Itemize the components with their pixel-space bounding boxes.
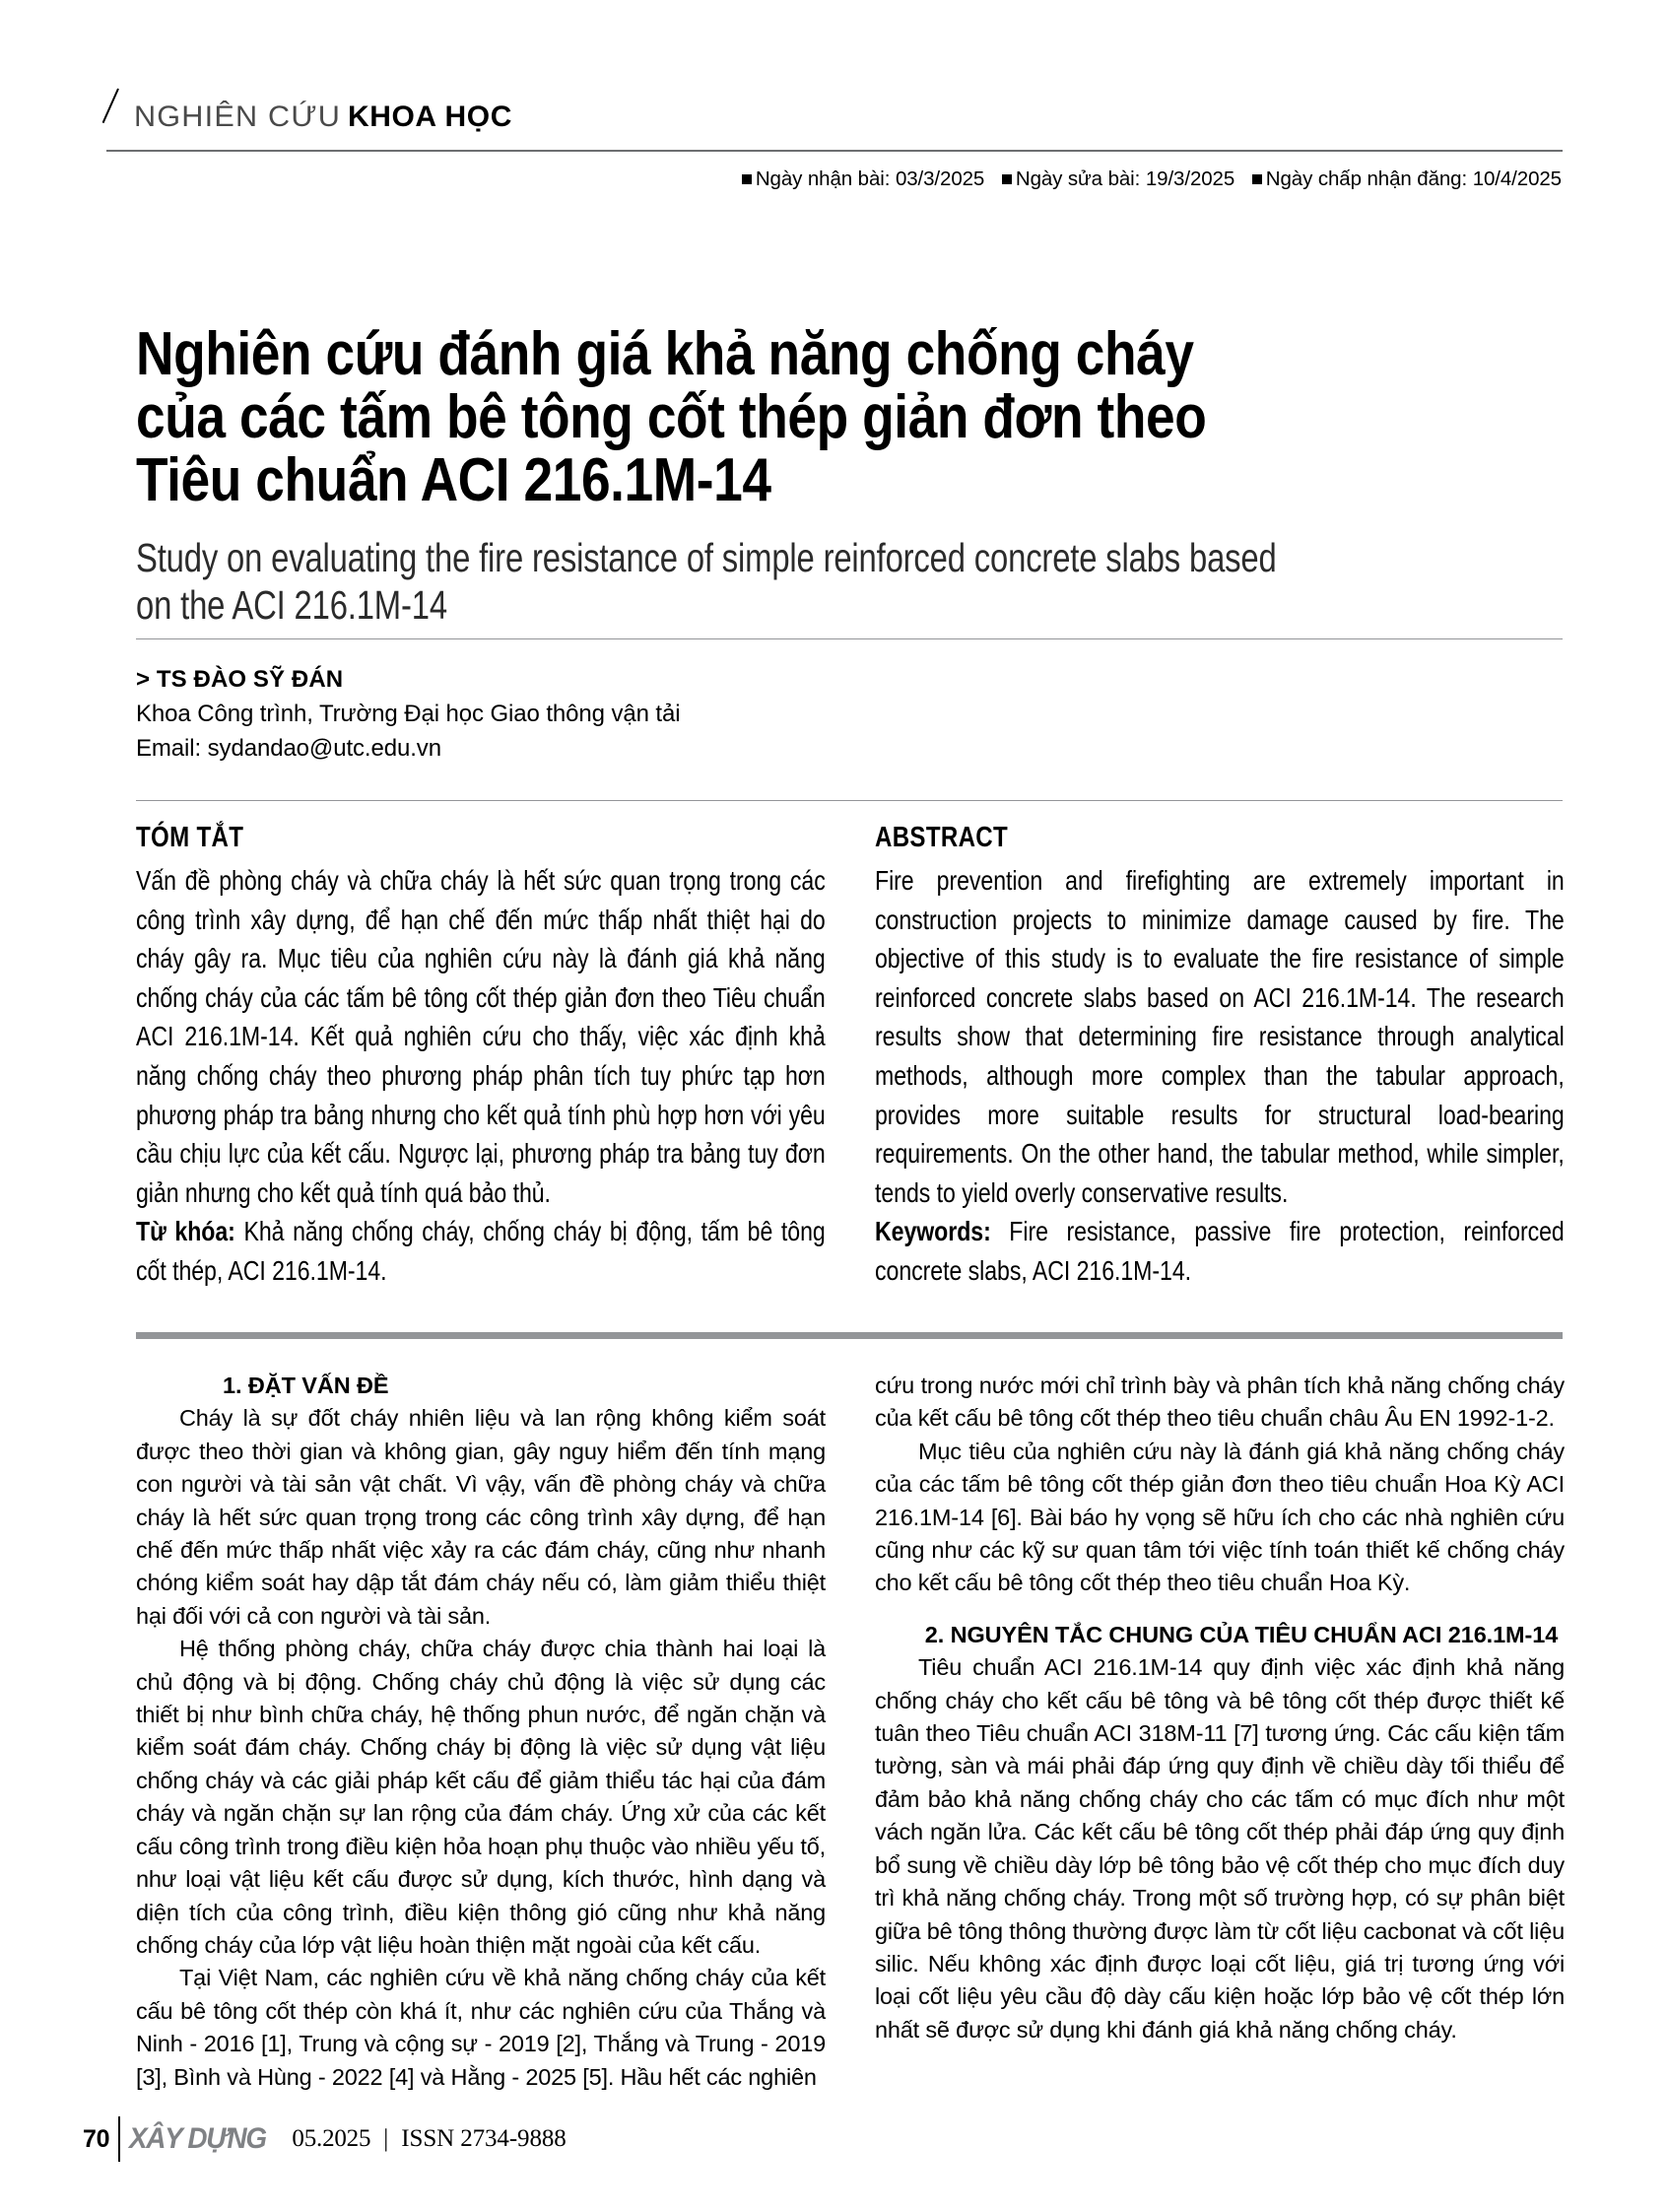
- section-1-paragraph-2: Hệ thống phòng cháy, chữa cháy được chia thành hai loại là chủ động và bị động. Chống cháy chủ động là việc sử dụng các thiết bị như bình chữa cháy, hệ thống phun nước, để ngăn chặn và kiểm soát đám cháy. Chống cháy bị động là việc sử dụng vật liệu chống cháy và các giải pháp kết cấu để giảm thiểu tác hại của đám cháy và ngăn chặn sự lan rộng của đám cháy. Ứng xử của các kết cấu công trình trong điều kiện hỏa hoạn phụ thuộc vào nhiều yếu tố, như loại vật liệu kết cấu được sử dụng, kích thước, hình dạng và diện tích của công trình, điều kiện thông gió cũng như khả năng chống cháy của lớp vật liệu hoàn thiện mặt ngoài của kết cấu.: [136, 1636, 826, 1958]
- abstract-english: [875, 822, 1565, 1291]
- page-footer: [83, 2116, 567, 2162]
- section-2-heading: 2. NGUYÊN TẮC CHUNG CỦA TIÊU CHUẨN ACI 216.1M-14: [924, 1621, 1559, 1647]
- submission-dates: [742, 168, 1562, 191]
- journal-logo: XÂY DỰNG: [129, 2122, 266, 2155]
- header-divider: [106, 150, 1563, 152]
- page-number: 70: [83, 2124, 110, 2153]
- abstract-vi-text: Vấn đề phòng cháy và chữa cháy là hết sức quan trọng trong các công trình xây dựng, để hạn chế đến mức thấp nhất thiệt hại do cháy gây ra. Mục tiêu của nghiên cứu này là đánh giá khả năng chống cháy của các tấm bê tông cốt thép giản đơn theo Tiêu chuẩn ACI 216.1M-14. Kết quả nghiên cứu cho thấy, việc xác định khả năng chống cháy theo phương pháp phân tích tuy phức tạp hơn phương pháp tra bảng nhưng cho kết quả tính phù hợp hơn với yêu cầu chịu lực của kết cấu. Ngược lại, phương pháp tra bảng tuy đơn giản nhưng cho kết quả tính quá bảo thủ.: [136, 865, 826, 1208]
- title-divider: [136, 638, 1563, 639]
- running-head: [106, 87, 512, 134]
- section-spacer: [875, 1600, 1565, 1619]
- section-2-paragraph-1: Tiêu chuẩn ACI 216.1M-14 quy định việc xác định khả năng chống cháy cho kết cấu bê tông và bê tông cốt thép được thiết kế tuân theo Tiêu chuẩn ACI 318M-11 [7] tương ứng. Các cấu kiện tấm tường, sàn và mái phải đáp ứng quy định về chiều dày tối thiểu để đảm bảo khả năng chống cháy cho các tấm có mục đích như một vách ngăn lửa. Các kết cấu bê tông cốt thép phải đáp ứng quy định bổ sung về chiều dày lớp bê tông bảo vệ cốt thép cho mục đích duy trì khả năng chống cháy. Trong một số trường hợp, có sự phân biệt giữa bê tông thông thường được làm từ cốt liệu cacbonat và cốt liệu silic. Nếu không xác định được loại cốt liệu, giá trị tương ứng với loại cốt liệu yêu cầu độ dày cấu kiện hoặc lớp bảo vệ cốt thép lớn nhất sẽ được sử dụng khi đánh giá khả năng chống cháy.: [875, 1654, 1565, 2043]
- accepted-value: 10/4/2025: [1472, 168, 1562, 190]
- received-label: Ngày nhận bài:: [755, 168, 891, 190]
- abstract-en-text: Fire prevention and firefighting are extremely important in construction projects to minimize damage caused by fire. The objective of this study is to evaluate the fire resistance of simple reinforced concrete slabs based on ACI 216.1M-14. The research results show that determining fire resistance through analytical methods, although more complex than the tabular approach, provides more suitable results for structural load-bearing requirements. On the other hand, the tabular method, while simpler, tends to yield overly conservative results.: [875, 865, 1565, 1208]
- abstract-en-body: [875, 861, 1565, 1291]
- section-1-paragraph-3: Tại Việt Nam, các nghiên cứu về khả năng chống cháy của kết cấu bê tông cốt thép còn khá ít, như các nghiên cứu của Thắng và Ninh - 2016 [1], Trung và cộng sự - 2019 [2], Thắng và Trung - 2019 [3], Bình và Hùng - 2022 [4] và Hằng - 2025 [5]. Hầu hết các nghiên: [136, 1965, 826, 2090]
- abstract-vi-keywords: Khả năng chống cháy, chống cháy bị động, tấm bê tông cốt thép, ACI 216.1M-14.: [136, 1216, 826, 1286]
- abstract-bottom-divider: [136, 1332, 1563, 1339]
- body-column-right: [875, 1370, 1565, 2046]
- author-affiliation: Khoa Công trình, Trường Đại học Giao thông vận tải: [136, 701, 681, 727]
- abstract-vi-heading: TÓM TẮT: [136, 822, 244, 853]
- section-1-paragraph-4: Mục tiêu của nghiên cứu này là đánh giá khả năng chống cháy của các tấm bê tông cốt thép giản đơn theo tiêu chuẩn Hoa Kỳ ACI 216.1M-14 [6]. Bài báo hy vọng sẽ hữu ích cho các nhà nghiên cứu cũng như các kỹ sư quan tâm tới việc tính toán thiết kế chống cháy cho kết cấu bê tông cốt thép theo tiêu chuẩn Hoa Kỳ.: [875, 1438, 1565, 1596]
- abstract-vietnamese: [136, 822, 826, 1291]
- received-value: 03/3/2025: [895, 168, 985, 190]
- abstract-en-keywords: Fire resistance, passive fire protection, reinforced concrete slabs, ACI 216.1M-14.: [875, 1216, 1565, 1286]
- issn-number: ISSN 2734-9888: [401, 2125, 567, 2152]
- page-subtitle: Study on evaluating the fire resistance of simple reinforced concrete slabs based on the ACI 216.1M-14: [136, 535, 1277, 629]
- revised-label: Ngày sửa bài:: [1015, 168, 1141, 190]
- author-email: Email: sydandao@utc.edu.vn: [136, 735, 441, 762]
- footer-separator: |: [383, 2125, 389, 2152]
- author-block: [136, 662, 680, 766]
- section-1-paragraph-1: Cháy là sự đốt cháy nhiên liệu và lan rộng không kiểm soát được theo thời gian và không gian, gây nguy hiểm đến tính mạng con người và tài sản vật chất. Vì vậy, vấn đề phòng cháy và chữa cháy là hết sức quan trọng trong các công trình xây dựng, để hạn chế đến mức thấp nhất việc xảy ra các đám cháy, cũng như nhanh chóng kiểm soát hay dập tắt đám cháy nếu có, làm giảm thiểu thiệt hại đối với cả con người và tài sản.: [136, 1405, 826, 1629]
- body-column-left: [136, 1370, 826, 2094]
- abstract-en-heading: ABSTRACT: [875, 822, 1009, 853]
- author-name: > TS ĐÀO SỸ ĐÁN: [136, 666, 344, 693]
- section-1-heading: 1. ĐẶT VẤN ĐỀ: [223, 1373, 389, 1398]
- issue-date: 05.2025: [292, 2125, 371, 2152]
- footer-divider: [118, 2116, 120, 2162]
- square-bullet-icon: [742, 174, 752, 184]
- abstract-en-keywords-label: Keywords:: [875, 1216, 991, 1247]
- abstract-vi-keywords-label: Từ khóa:: [136, 1216, 235, 1247]
- section-1-paragraph-3-cont: cứu trong nước mới chỉ trình bày và phân tích khả năng chống cháy của kết cấu bê tông cốt thép theo tiêu chuẩn châu Âu EN 1992-1-2.: [875, 1373, 1565, 1432]
- accepted-label: Ngày chấp nhận đăng:: [1265, 168, 1468, 190]
- backslash-icon: [106, 87, 132, 126]
- abstract-vi-body: [136, 861, 826, 1291]
- revised-value: 19/3/2025: [1145, 168, 1235, 190]
- abstract-top-divider: [136, 800, 1563, 801]
- square-bullet-icon: [1002, 174, 1012, 184]
- running-head-light: NGHIÊN CỨU: [133, 101, 342, 133]
- square-bullet-icon: [1252, 174, 1262, 184]
- running-head-bold: KHOA HỌC: [347, 101, 512, 133]
- page-title: Nghiên cứu đánh giá khả năng chống cháy của các tấm bê tông cốt thép giản đơn theo Tiêu chuẩn ACI 216.1M-14: [136, 319, 1207, 514]
